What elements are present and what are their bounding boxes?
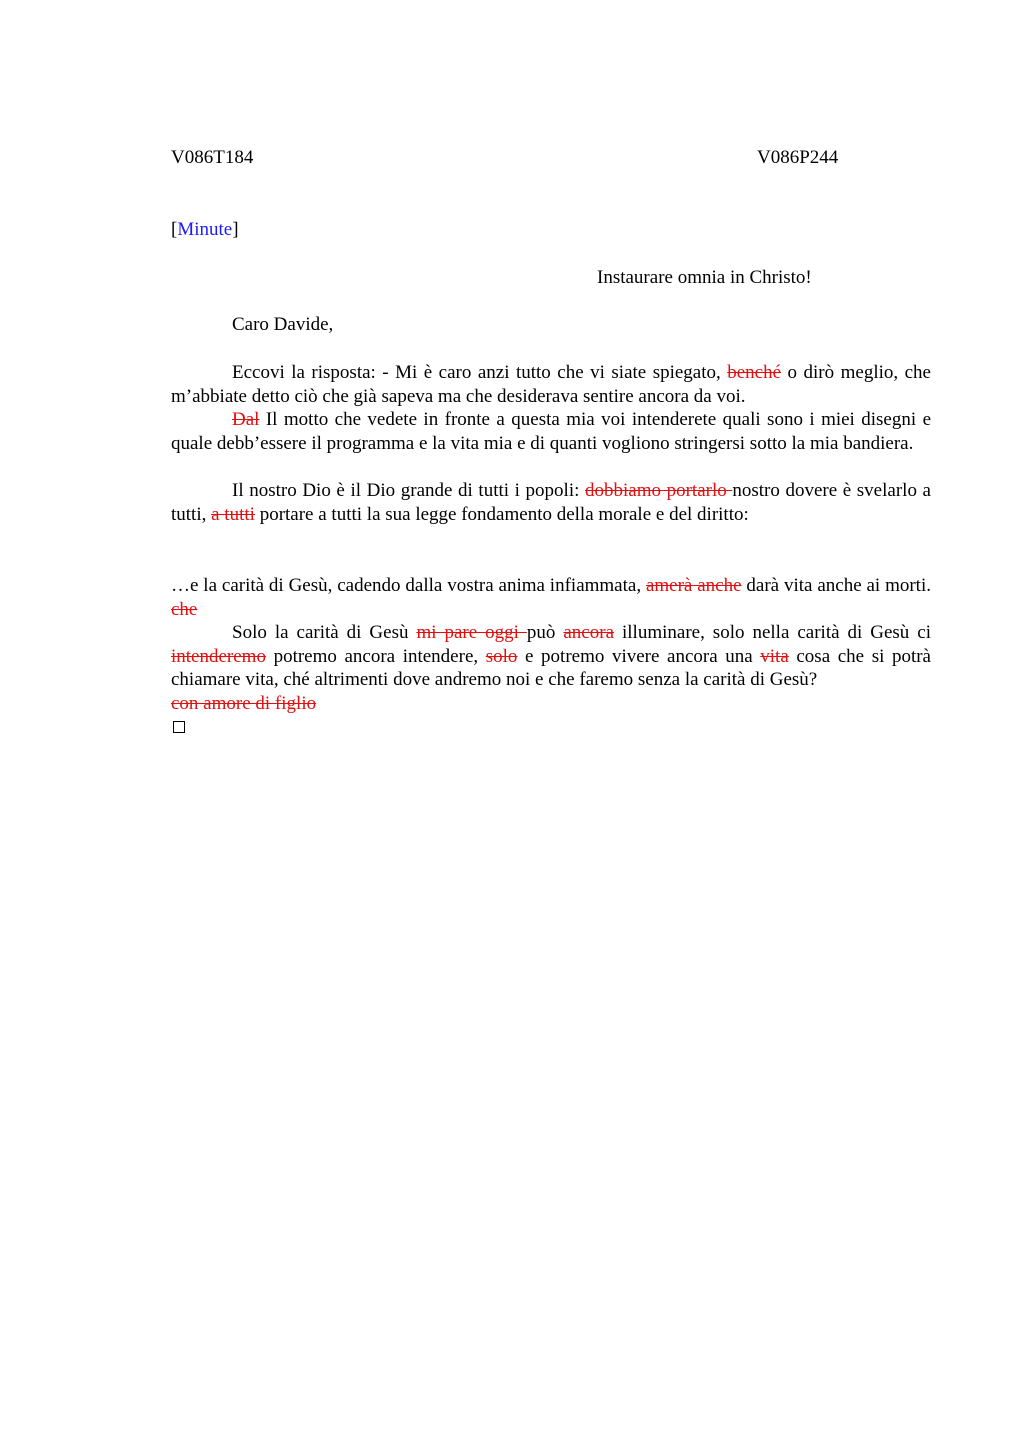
p3-text-c: portare a tutti la sua legge fondamento della morale e del diritto: (254, 503, 749, 525)
p2-deleted-1: Dal (232, 409, 260, 430)
p5-text-b: può (526, 622, 564, 643)
paragraph-4 (171, 574, 931, 621)
minute-open-bracket: [ (171, 219, 178, 240)
p2-text-a: Il motto che vedete in fronte a questa mia voi intenderete quali sono i miei disegni e quale debb’essere il programma e la vita mia e di quanti vogliono stringersi sotto la mia bandiera. (171, 409, 931, 454)
p5-deleted-5: vita (760, 645, 789, 667)
end-marker-box (173, 721, 185, 733)
p3-deleted-2: a tutti (211, 503, 255, 525)
p5-text-e: e potremo vivere ancora una (517, 645, 761, 667)
p5-deleted-2: ancora (563, 622, 615, 643)
minute-link[interactable]: Minute (177, 219, 233, 240)
paragraph-5 (171, 621, 931, 692)
motto: Instaurare omnia in Christo! (597, 267, 812, 288)
p1-text-b: o dirò meglio, che m’abbiate detto ciò che già sapeva ma che desiderava sentire ancora da voi. (171, 362, 931, 407)
closing-deleted: con amore di figlio (171, 693, 317, 714)
minute-close-bracket: ] (232, 219, 239, 240)
p5-deleted-3: intenderemo (171, 645, 266, 667)
salutation: Caro Davide, (232, 314, 334, 335)
p3-text-b: nostro dovere è svelarlo a tutti, (171, 480, 931, 525)
p5-text-f: cosa che si potrà chiamare vita, ché altrimenti dove andremo noi e che faremo senza la carità di Gesù? (171, 645, 931, 690)
paragraph-2 (171, 408, 931, 455)
p5-text-d: potremo ancora intendere, (265, 645, 486, 667)
p3-deleted-1: dobbiamo portarlo (584, 480, 733, 501)
p1-deleted-1: benché (727, 362, 782, 383)
p4-deleted-2: che (171, 598, 198, 620)
document-code-left: V086T184 (171, 147, 254, 168)
minute-label (171, 218, 239, 242)
paragraph-1 (171, 361, 931, 408)
p5-text-c: illuminare, solo nella carità di Gesù ci (614, 622, 931, 643)
p5-deleted-4: solo (485, 645, 518, 667)
p5-deleted-1: mi pare oggi (416, 622, 527, 643)
p4-deleted-1: amerà anche (645, 575, 742, 596)
p3-text-a: Il nostro Dio è il Dio grande di tutti i popoli: (232, 480, 585, 501)
p5-text-a: Solo la carità di Gesù (232, 622, 417, 643)
p1-text-a: Eccovi la risposta: - Mi è caro anzi tutto che vi siate spiegato, (232, 362, 728, 383)
paragraph-3 (171, 479, 931, 526)
p4-text-a: …e la carità di Gesù, cadendo dalla vostra anima infiammata, (171, 575, 646, 596)
document-code-right: V086P244 (757, 147, 839, 168)
p4-text-b: darà vita anche ai morti. (741, 575, 931, 596)
